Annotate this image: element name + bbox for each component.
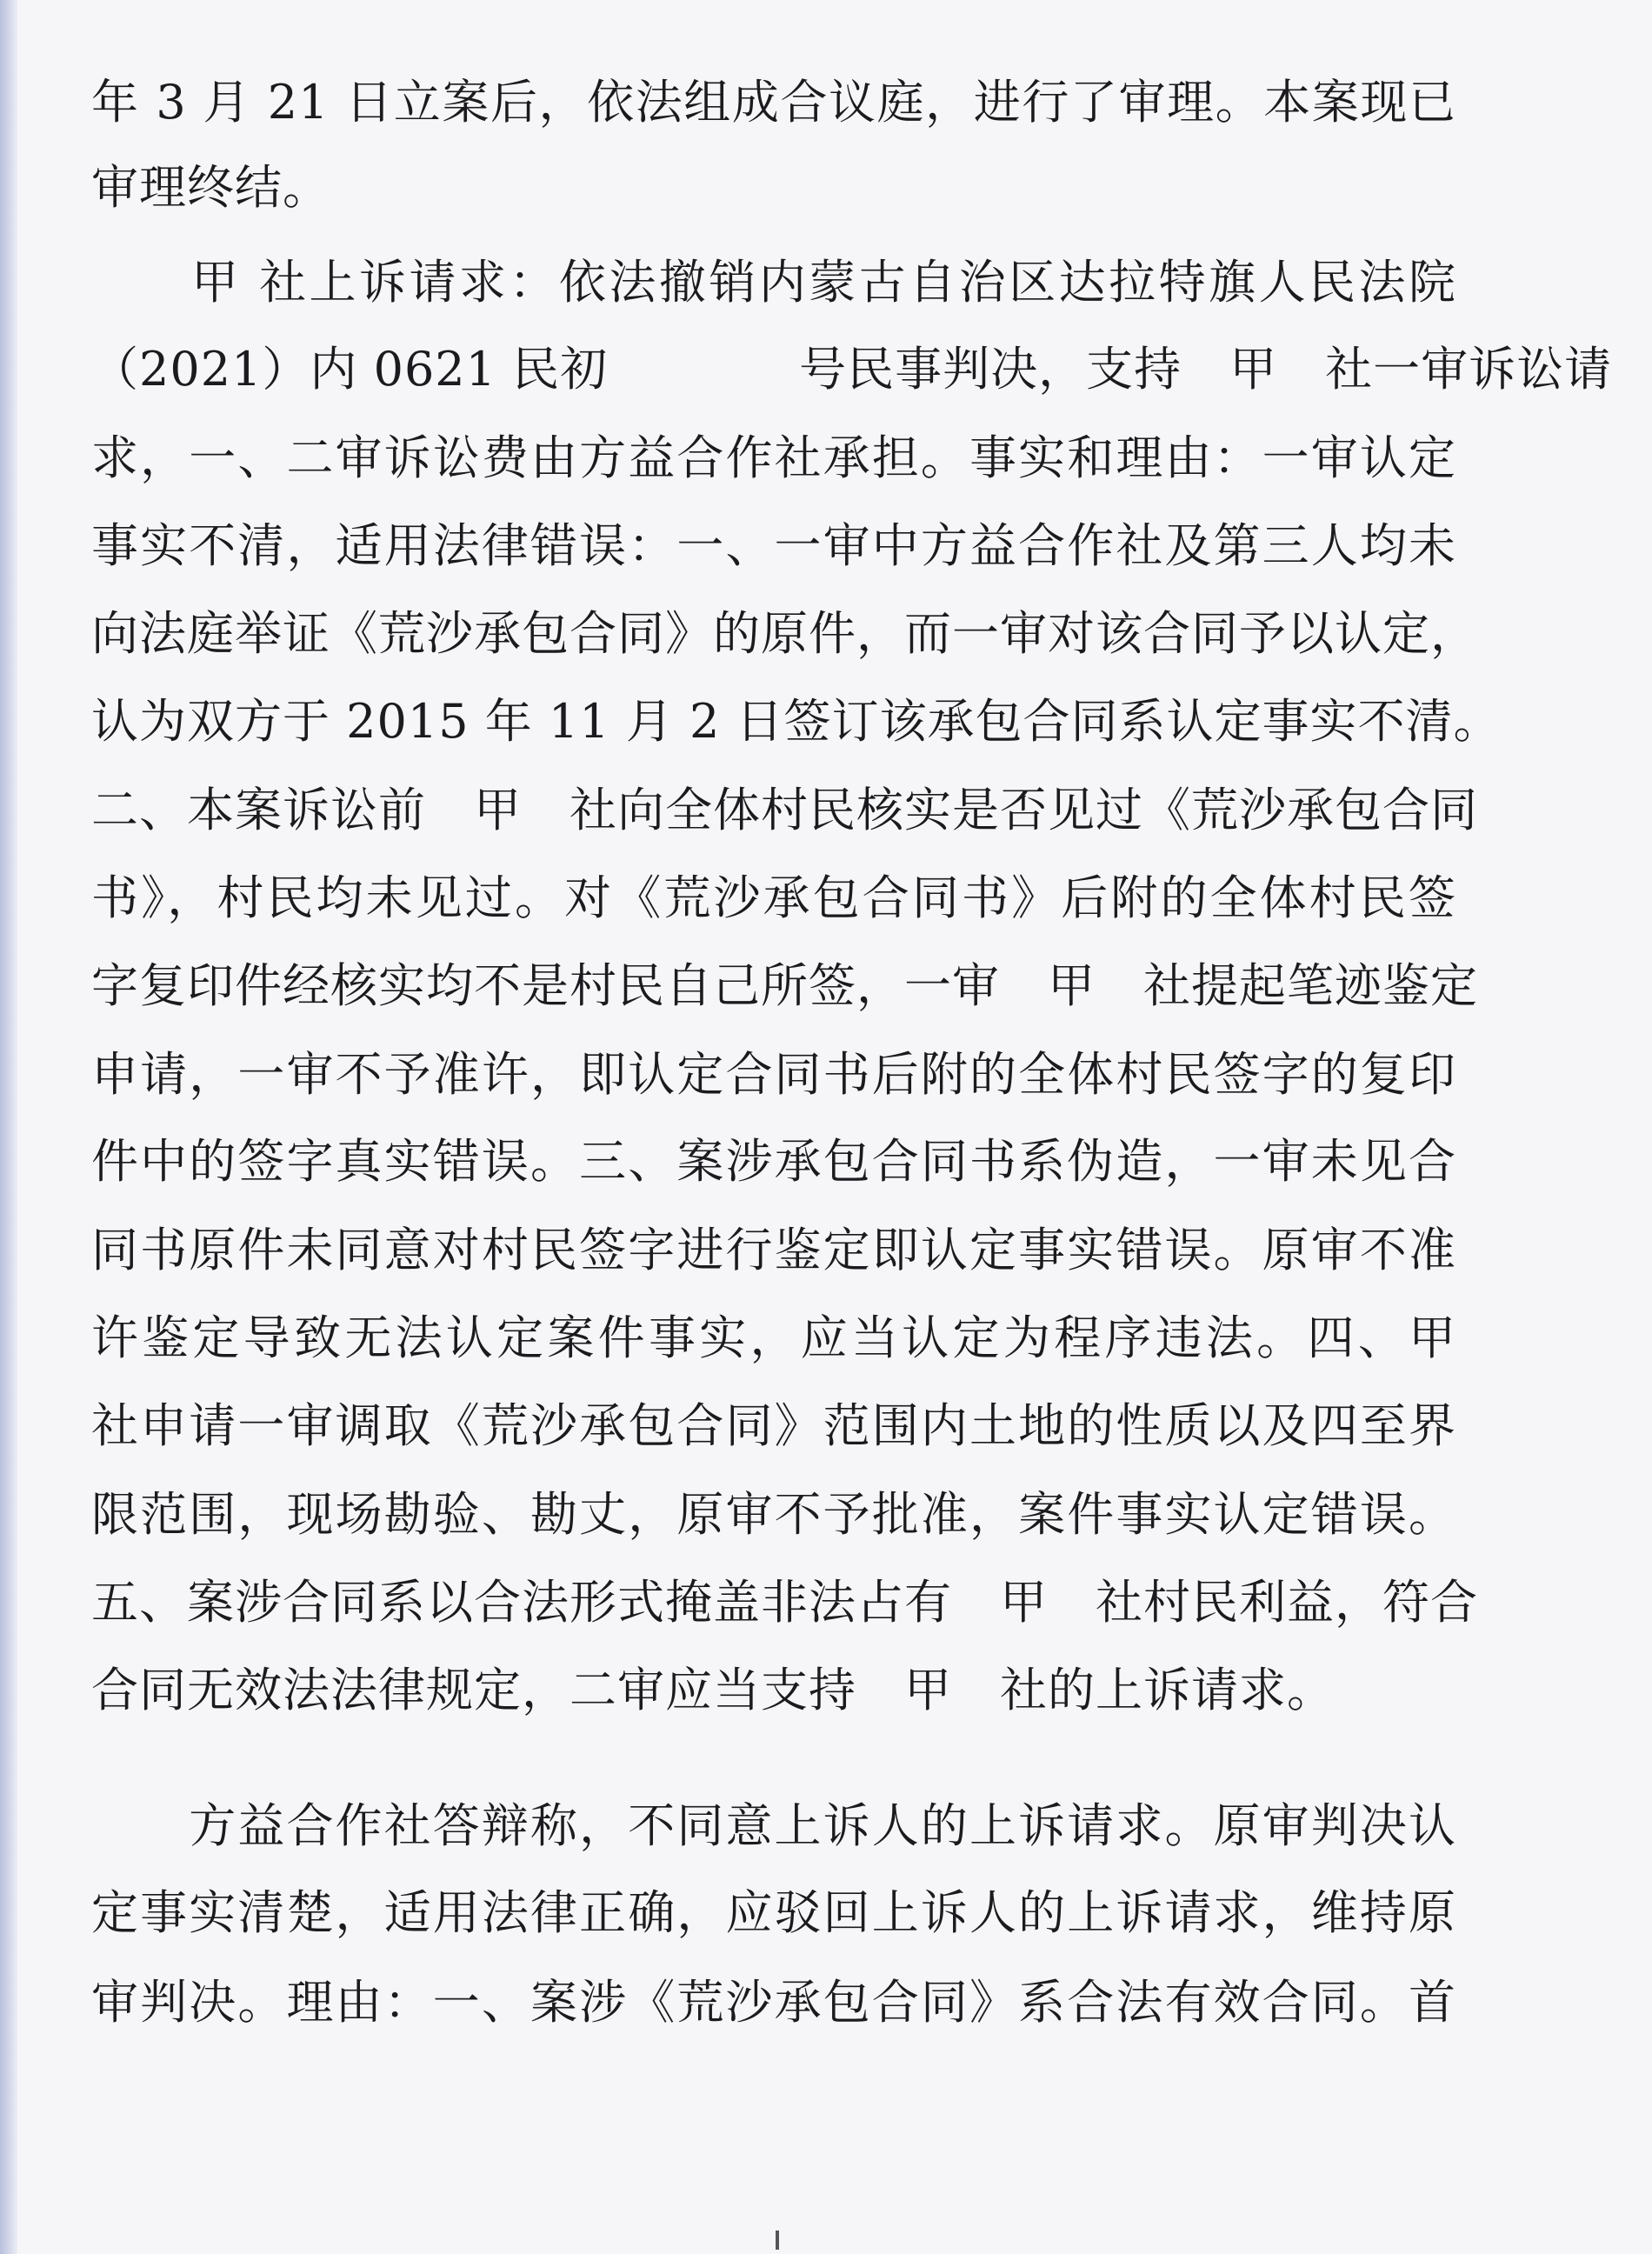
text-line: 合同无效法法律规定，二审应当支持 甲 社的上诉请求。 <box>91 1663 1335 1717</box>
text-line: 件中的签字真实错误。三、案涉承包合同书系伪造，一审未见合 <box>91 1134 1456 1189</box>
text-line: 审理终结。 <box>91 160 330 215</box>
text-line: 求，一、二审诉讼费由方益合作社承担。事实和理由：一审认定 <box>91 430 1456 485</box>
text-line: 许鉴定导致无法认定案件事实，应当认定为程序违法。四、甲 <box>91 1310 1504 1365</box>
text-line: 审判决。理由：一、案涉《荒沙承包合同》系合法有效合同。首 <box>91 1975 1456 2030</box>
document-page <box>17 0 1652 2254</box>
text-line: 限范围，现场勘验、勘丈，原审不予批准，案件事实认定错误。 <box>91 1487 1456 1542</box>
text-line: 方益合作社答辩称，不同意上诉人的上诉请求。原审判决认 <box>91 1798 1456 1853</box>
text-line: 社申请一审调取《荒沙承包合同》范围内土地的性质以及四至界 <box>91 1398 1456 1453</box>
text-line: 年 3 月 21 日立案后，依法组成合议庭，进行了审理。本案现已 <box>91 75 1456 130</box>
text-line: 向法庭举证《荒沙承包合同》的原件，而一审对该合同予以认定， <box>91 606 1478 661</box>
text-line: 同书原件未同意对村民签字进行鉴定即认定事实错误。原审不准 <box>91 1223 1456 1277</box>
text-line: 甲 社上诉请求：依法撤销内蒙古自治区达拉特旗人民法院 <box>91 255 1456 310</box>
text-line: 申请，一审不予准许，即认定合同书后附的全体村民签字的复印 <box>91 1047 1456 1102</box>
text-line: 字复印件经核实均不是村民自己所签，一审 甲 社提起笔迹鉴定 <box>91 958 1478 1013</box>
page-bottom-mark <box>776 2231 779 2250</box>
text-line: 事实不清，适用法律错误：一、一审中方益合作社及第三人均未 <box>91 518 1456 573</box>
text-line: 认为双方于 2015 年 11 月 2 日签订该承包合同系认定事实不清。 <box>91 694 1502 749</box>
text-line: 二、本案诉讼前 甲 社向全体村民核实是否见过《荒沙承包合同 <box>91 783 1478 837</box>
scan-edge-shadow <box>0 0 17 2254</box>
text-line: 书》，村民均未见过。对《荒沙承包合同书》后附的全体村民签 <box>91 870 1456 925</box>
text-line: 定事实清楚，适用法律正确，应驳回上诉人的上诉请求，维持原 <box>91 1885 1456 1940</box>
text-line: 五、案涉合同系以合法形式掩盖非法占有 甲 社村民利益，符合 <box>91 1575 1478 1630</box>
text-line: （2021）内 0621 民初 号民事判决，支持 甲 社一审诉讼请 <box>91 342 1613 397</box>
